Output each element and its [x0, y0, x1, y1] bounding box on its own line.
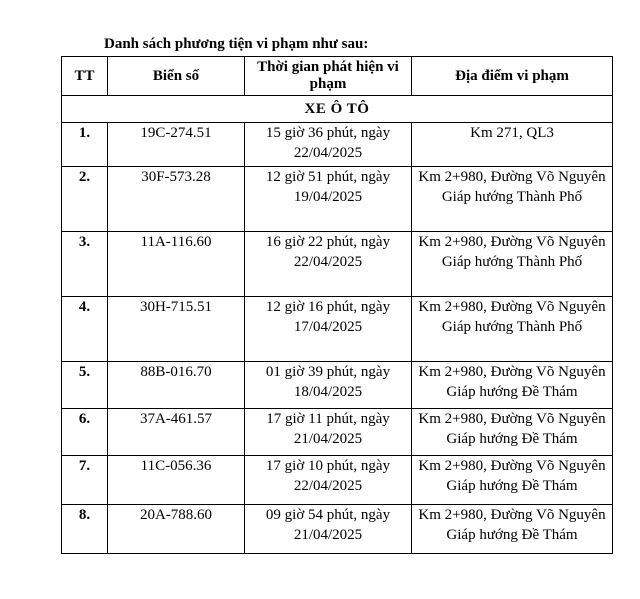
cell-tt: 5.	[62, 362, 108, 409]
cell-plate: 11A-116.60	[108, 232, 245, 297]
cell-tt: 4.	[62, 297, 108, 362]
table-row	[62, 456, 613, 505]
cell-tt: 3.	[62, 232, 108, 297]
cell-time: 09 giờ 54 phút, ngày 21/04/2025	[245, 505, 412, 554]
cell-plate: 30H-715.51	[108, 297, 245, 362]
cell-time: 17 giờ 10 phút, ngày 22/04/2025	[245, 456, 412, 505]
cell-time: 15 giờ 36 phút, ngày 22/04/2025	[245, 123, 412, 167]
cell-time: 12 giờ 51 phút, ngày 19/04/2025	[245, 167, 412, 232]
header-time: Thời gian phát hiện vi phạm	[245, 57, 412, 96]
cell-plate: 30F-573.28	[108, 167, 245, 232]
intro-text: Danh sách phương tiện vi phạm như sau:	[104, 36, 369, 52]
cell-tt: 6.	[62, 409, 108, 456]
cell-plate: 19C-274.51	[108, 123, 245, 167]
table-row	[62, 505, 613, 554]
cell-time: 16 giờ 22 phút, ngày 22/04/2025	[245, 232, 412, 297]
cell-place: Km 2+980, Đường Võ Nguyên Giáp hướng Thành Phố	[412, 232, 613, 297]
cell-place: Km 2+980, Đường Võ Nguyên Giáp hướng Đề Thám	[412, 456, 613, 505]
cell-tt: 7.	[62, 456, 108, 505]
cell-time: 17 giờ 11 phút, ngày 21/04/2025	[245, 409, 412, 456]
cell-time: 12 giờ 16 phút, ngày 17/04/2025	[245, 297, 412, 362]
cell-place: Km 2+980, Đường Võ Nguyên Giáp hướng Thành Phố	[412, 167, 613, 232]
header-tt: TT	[62, 57, 108, 96]
cell-place: Km 2+980, Đường Võ Nguyên Giáp hướng Đề Thám	[412, 505, 613, 554]
cell-place: Km 271, QL3	[412, 123, 613, 167]
cell-plate: 88B-016.70	[108, 362, 245, 409]
cell-place: Km 2+980, Đường Võ Nguyên Giáp hướng Đề Thám	[412, 362, 613, 409]
cell-plate: 11C-056.36	[108, 456, 245, 505]
table-row	[62, 123, 613, 167]
cell-time: 01 giờ 39 phút, ngày 18/04/2025	[245, 362, 412, 409]
table-row	[62, 167, 613, 232]
header-place: Địa điểm vi phạm	[412, 57, 613, 96]
cell-tt: 1.	[62, 123, 108, 167]
header-plate: Biển số	[108, 57, 245, 96]
cell-tt: 8.	[62, 505, 108, 554]
section-row	[62, 96, 613, 123]
table-row	[62, 362, 613, 409]
cell-place: Km 2+980, Đường Võ Nguyên Giáp hướng Thành Phố	[412, 297, 613, 362]
section-title: XE Ô TÔ	[62, 96, 613, 123]
cell-place: Km 2+980, Đường Võ Nguyên Giáp hướng Đề Thám	[412, 409, 613, 456]
table-row	[62, 409, 613, 456]
table-row	[62, 232, 613, 297]
cell-plate: 20A-788.60	[108, 505, 245, 554]
cell-tt: 2.	[62, 167, 108, 232]
table-row	[62, 297, 613, 362]
header-row	[62, 57, 613, 96]
violations-table	[61, 56, 613, 554]
cell-plate: 37A-461.57	[108, 409, 245, 456]
